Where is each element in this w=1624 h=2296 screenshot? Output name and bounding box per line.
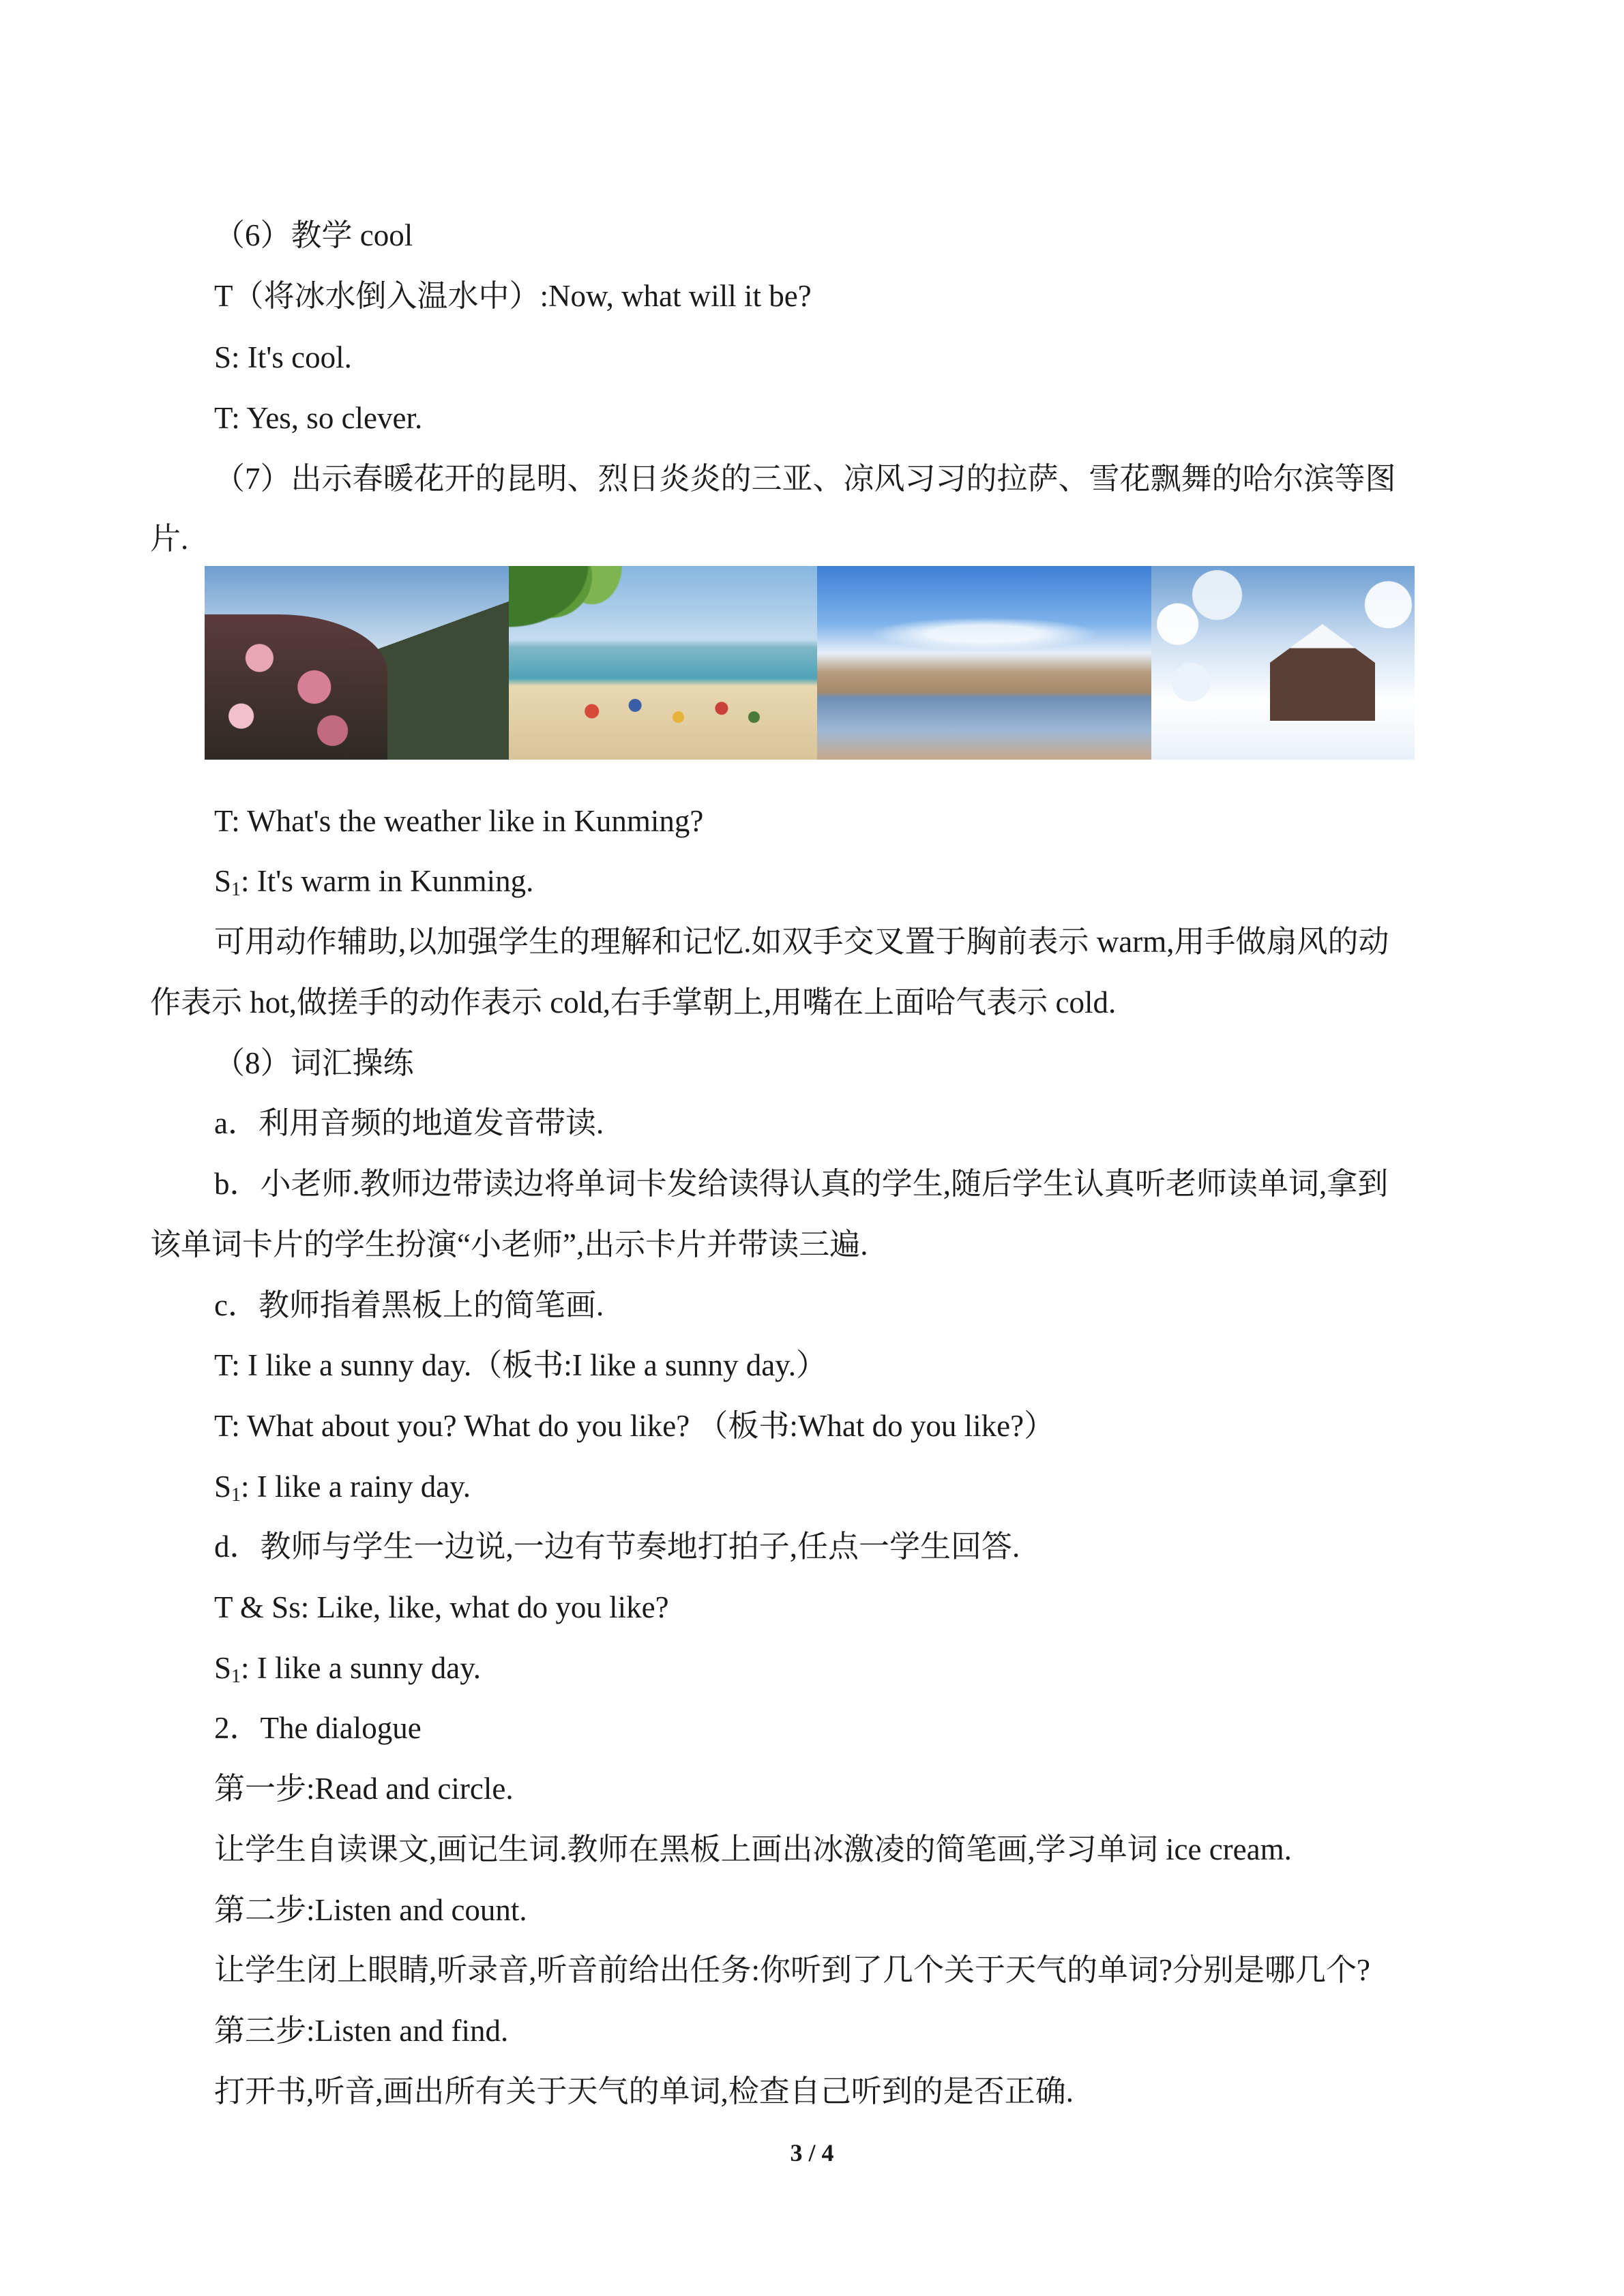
- text-line: T（将冰水倒入温水中）:Now, what will it be?: [214, 279, 812, 313]
- speaker-subscript: 1: [231, 1666, 241, 1687]
- text-line: 让学生闭上眼睛,听录音,听音前给出任务:你听到了几个关于天气的单词?分别是哪几个?: [214, 1953, 1370, 1987]
- heading-dialogue: 2．The dialogue: [214, 1711, 422, 1745]
- text-line: 该单词卡片的学生扮演“小老师”,出示卡片并带读三遍.: [150, 1227, 868, 1262]
- text-line: 第二步:Listen and count.: [214, 1893, 527, 1927]
- speaker-line: [214, 863, 533, 899]
- text-line: 片.: [150, 522, 189, 556]
- speaker-sep: :: [241, 1651, 257, 1685]
- speaker-subscript: 1: [231, 879, 241, 900]
- photo-sanya: [509, 566, 817, 760]
- speaker-sep: :: [241, 1470, 257, 1504]
- photo-harbin: [1151, 566, 1415, 760]
- photo-kunming: [205, 566, 509, 760]
- speaker-letter: S: [214, 1651, 232, 1685]
- text-line: 作表示 hot,做搓手的动作表示 cold,右手掌朝上,用嘴在上面哈气表示 cold.: [150, 985, 1117, 1019]
- text-line: 打开书,听音,画出所有关于天气的单词,检查自己听到的是否正确.: [214, 2074, 1074, 2108]
- text-line: a．利用音频的地道发音带读.: [214, 1106, 604, 1140]
- heading-show-pictures: （7）出示春暖花开的昆明、烈日炎炎的三亚、凉风习习的拉萨、雪花飘舞的哈尔滨等图: [214, 462, 1396, 496]
- text-line: T: I like a sunny day.（板书:I like a sunny day.）: [214, 1348, 827, 1382]
- text-line: 可用动作辅助,以加强学生的理解和记忆.如双手交叉置于胸前表示 warm,用手做扇风的动: [214, 925, 1389, 959]
- text-line: T & Ss: Like, like, what do you like?: [214, 1590, 669, 1624]
- heading-vocabulary-practice: （8）词汇操练: [214, 1046, 414, 1080]
- text-line: T: What's the weather like in Kunming?: [214, 804, 704, 838]
- text-line: c．教师指着黑板上的简笔画.: [214, 1288, 604, 1322]
- text-line: 让学生自读课文,画记生词.教师在黑板上画出冰激凌的简笔画,学习单词 ice cream.: [214, 1832, 1292, 1866]
- speaker-letter: S: [214, 1470, 232, 1504]
- text-line: d．教师与学生一边说,一边有节奏地打拍子,任点一学生回答.: [214, 1530, 1020, 1564]
- speaker-line: [214, 1468, 471, 1505]
- photo-lhasa: [817, 566, 1151, 760]
- speaker-text: I like a rainy day.: [256, 1470, 471, 1504]
- speaker-text: I like a sunny day.: [256, 1651, 482, 1685]
- text-line: T: Yes, so clever.: [214, 401, 423, 435]
- speaker-line: [214, 1650, 481, 1686]
- text-line: T: What about you? What do you like? （板书:What do you like?）: [214, 1409, 1055, 1443]
- page-number: 3 / 4: [790, 2139, 834, 2166]
- text-line: 第一步:Read and circle.: [214, 1772, 514, 1806]
- text-line: S: It's cool.: [214, 340, 352, 374]
- text-line: b．小老师.教师边带读边将单词卡发给读得认真的学生,随后学生认真听老师读单词,拿到: [214, 1167, 1389, 1201]
- speaker-letter: S: [214, 864, 232, 898]
- speaker-text: It's warm in Kunming.: [256, 864, 534, 898]
- text-line: 第三步:Listen and find.: [214, 2014, 509, 2048]
- weather-photo-strip: [205, 566, 1415, 760]
- speaker-sep: :: [241, 864, 257, 898]
- heading-teach-cool: （6）教学 cool: [214, 218, 413, 252]
- speaker-subscript: 1: [231, 1485, 241, 1506]
